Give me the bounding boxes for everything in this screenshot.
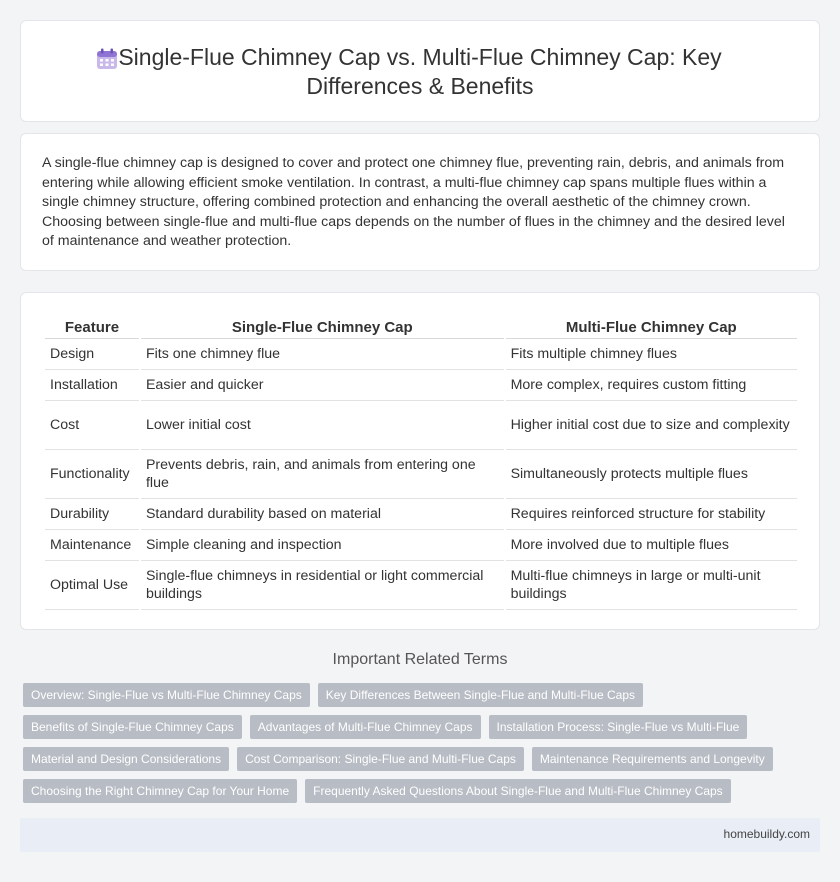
related-tag[interactable]: Cost Comparison: Single-Flue and Multi-Flue Caps [237,747,524,771]
header-single-flue: Single-Flue Chimney Cap [141,313,504,339]
footer-site-link[interactable]: homebuildy.com [723,827,810,841]
intro-card [20,133,820,271]
header-card [20,20,820,122]
table-row [45,370,797,401]
related-tag[interactable]: Overview: Single-Flue vs Multi-Flue Chimney Caps [23,683,310,707]
comparison-table-card [20,292,820,630]
header-multi-flue: Multi-Flue Chimney Cap [506,313,797,339]
table-cell: Fits one chimney flue [141,339,504,370]
table-cell: Higher initial cost due to size and complexity [506,401,797,450]
table-cell: Functionality [45,450,139,499]
related-tag[interactable]: Benefits of Single-Flue Chimney Caps [23,715,242,739]
table-cell: Simple cleaning and inspection [141,530,504,561]
table-cell: Maintenance [45,530,139,561]
table-header-row [45,313,797,339]
table-cell: Optimal Use [45,561,139,610]
related-terms-tags [23,683,823,811]
table-row [45,401,797,450]
intro-paragraph: A single-flue chimney cap is designed to cover and protect one chimney flue, preventing rain, debris, and animals from entering while allowing efficient smoke ventilation. In contrast, a multi-flue chimney cap spans multiple flues within a single chimney structure, offering combined protection and enhancing the overall aesthetic of the chimney crown. Choosing between single-flue and multi-flue caps depends on the number of flues in the chimney and the desired level of maintenance and weather protection. [42,155,785,250]
table-cell: Cost [45,401,139,450]
table-cell: Durability [45,499,139,530]
table-row [45,561,797,610]
page-title-line-1: Single-Flue Chimney Cap vs. Multi-Flue Chimney Cap: Key [118,44,722,70]
table-cell: Simultaneously protects multiple flues [506,450,797,499]
related-tag[interactable]: Material and Design Considerations [23,747,229,771]
table-cell: Prevents debris, rain, and animals from entering one flue [141,450,504,499]
table-row [45,450,797,499]
related-terms-title: Important Related Terms [332,651,508,668]
table-cell: Single-flue chimneys in residential or light commercial buildings [141,561,504,610]
page-title [21,43,819,101]
comparison-table [43,313,799,610]
table-cell: More involved due to multiple flues [506,530,797,561]
related-tag[interactable]: Key Differences Between Single-Flue and Multi-Flue Caps [318,683,643,707]
related-tag[interactable]: Advantages of Multi-Flue Chimney Caps [250,715,481,739]
table-cell: Installation [45,370,139,401]
footer [20,818,820,852]
header-feature: Feature [45,313,139,339]
related-tag[interactable]: Frequently Asked Questions About Single-Flue and Multi-Flue Chimney Caps [305,779,731,803]
related-tag[interactable]: Installation Process: Single-Flue vs Multi-Flue [489,715,748,739]
table-row [45,339,797,370]
table-cell: Requires reinforced structure for stability [506,499,797,530]
table-cell: More complex, requires custom fitting [506,370,797,401]
table-cell: Design [45,339,139,370]
table-cell: Easier and quicker [141,370,504,401]
table-cell: Lower initial cost [141,401,504,450]
page-title-line-2: Differences & Benefits [306,73,534,99]
related-tag[interactable]: Choosing the Right Chimney Cap for Your Home [23,779,297,803]
table-cell: Standard durability based on material [141,499,504,530]
related-tag[interactable]: Maintenance Requirements and Longevity [532,747,773,771]
table-cell: Fits multiple chimney flues [506,339,797,370]
table-cell: Multi-flue chimneys in large or multi-unit buildings [506,561,797,610]
table-row [45,530,797,561]
table-row [45,499,797,530]
